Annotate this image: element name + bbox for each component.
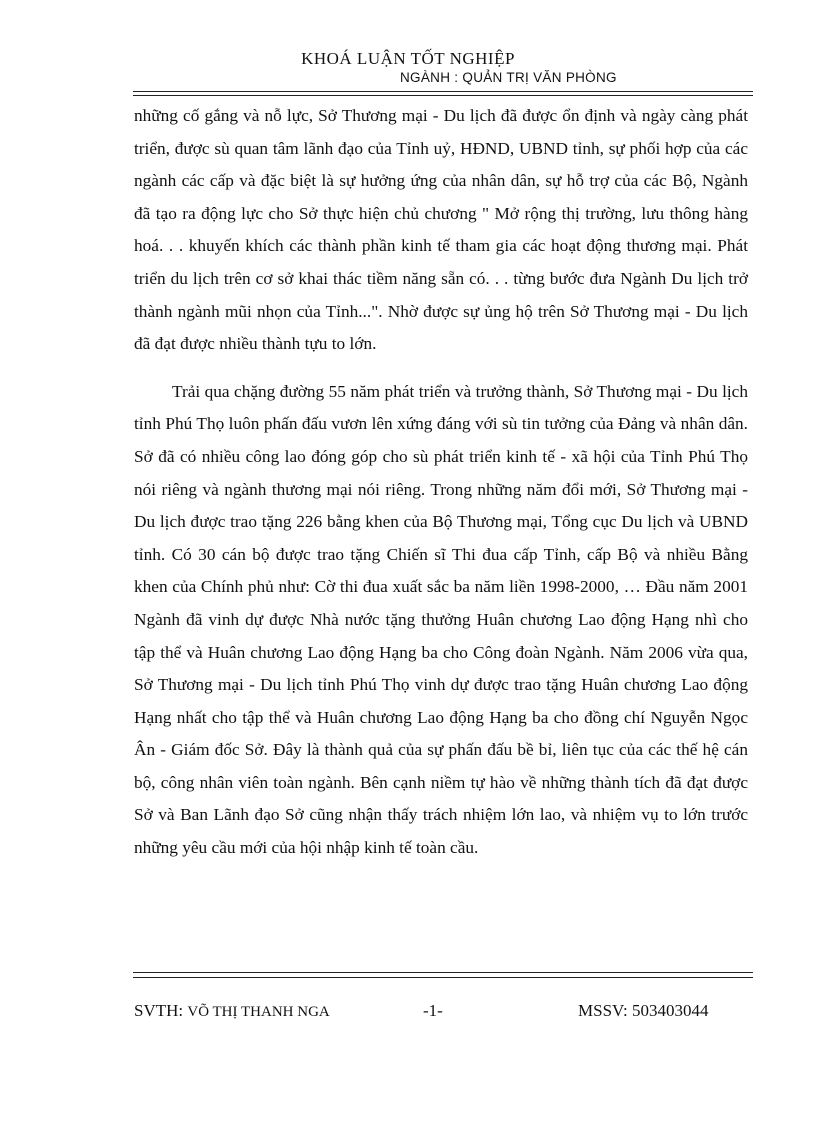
footer-rule-double	[133, 977, 753, 978]
page-number: -1-	[423, 1001, 443, 1020]
paragraph-1: những cố gắng và nỗ lực, Sở Thương mại - Du lịch đã được ổn định và ngày càng phát triển, được sù quan tâm lãnh đạo của Tỉnh uỷ, HĐND, UBND tỉnh, sự phối hợp của các ngành các cấp và đặc biệt là sự hưởng ứng của nhân dân, sự hỗ trợ của các Bộ, Ngành đã tạo ra động lực cho Sở thực hiện chủ chương " Mở rộng thị trường, lưu thông hàng hoá. . . khuyến khích các thành phần kinh tế tham gia các hoạt động thương mại. Phát triển du lịch trên cơ sở khai thác tiềm năng sẵn có. . . từng bước đưa Ngành Du lịch trở thành ngành mũi nhọn của Tỉnh...". Nhờ được sự ủng hộ trên Sở Thương mại - Du lịch đã đạt được nhiều thành tựu to lớn.	[134, 106, 748, 354]
header-rule-double	[133, 95, 753, 96]
footer-student	[134, 1001, 330, 1021]
body-text	[134, 100, 748, 865]
header-rule	[133, 91, 753, 92]
footer-rule	[133, 972, 753, 973]
header-title: KHOÁ LUẬN TỐT NGHIỆP	[301, 49, 515, 68]
student-name: VÕ THỊ THANH NGA	[187, 1004, 330, 1020]
footer	[0, 1001, 816, 1023]
student-id: MSSV: 503403044	[578, 1001, 709, 1020]
paragraph-2: Trải qua chặng đường 55 năm phát triển và trưởng thành, Sở Thương mại - Du lịch tỉnh Phú Thọ luôn phấn đấu vươn lên xứng đáng với sù tin tưởng của Đảng và nhân dân. Sở đã có nhiều công lao đóng góp cho sù phát triển kinh tế - xã hội của Tỉnh Phú Thọ nói riêng và ngành thương mại nói riêng. Trong những năm đổi mới, Sở Thương mại - Du lịch được trao tặng 226 bằng khen của Bộ Thương mại, Tổng cục Du lịch và UBND tỉnh. Có 30 cán bộ được trao tặng Chiến sĩ Thi đua cấp Tỉnh, cấp Bộ và nhiều Bằng khen của Chính phủ như: Cờ thi đua xuất sắc ba năm liền 1998-2000, … Đầu năm 2001 Ngành đã vinh dự được Nhà nước tặng thưởng Huân chương Lao động Hạng nhì cho tập thể và Huân chương Lao động Hạng ba cho Công đoàn Ngành. Năm 2006 vừa qua, Sở Thương mại - Du lịch tỉnh Phú Thọ vinh dự được trao tặng Huân chương Lao động Hạng nhất cho tập thể và Huân chương Lao động Hạng ba cho đồng chí Nguyễn Ngọc Ân - Giám đốc Sở. Đây là thành quả của sự phấn đấu bề bỉ, liên tục của các thế hệ cán bộ, công nhân viên toàn ngành. Bên cạnh niềm tự hào về những thành tích đã đạt được Sở và Ban Lãnh đạo Sở cũng nhận thấy trách nhiệm lớn lao, và nhiệm vụ to lớn trước những yêu cầu mới của hội nhập kinh tế toàn cầu.	[134, 381, 748, 858]
header-subtitle: NGÀNH : QUẢN TRỊ VĂN PHÒNG	[400, 70, 617, 85]
svth-label: SVTH:	[134, 1001, 184, 1020]
